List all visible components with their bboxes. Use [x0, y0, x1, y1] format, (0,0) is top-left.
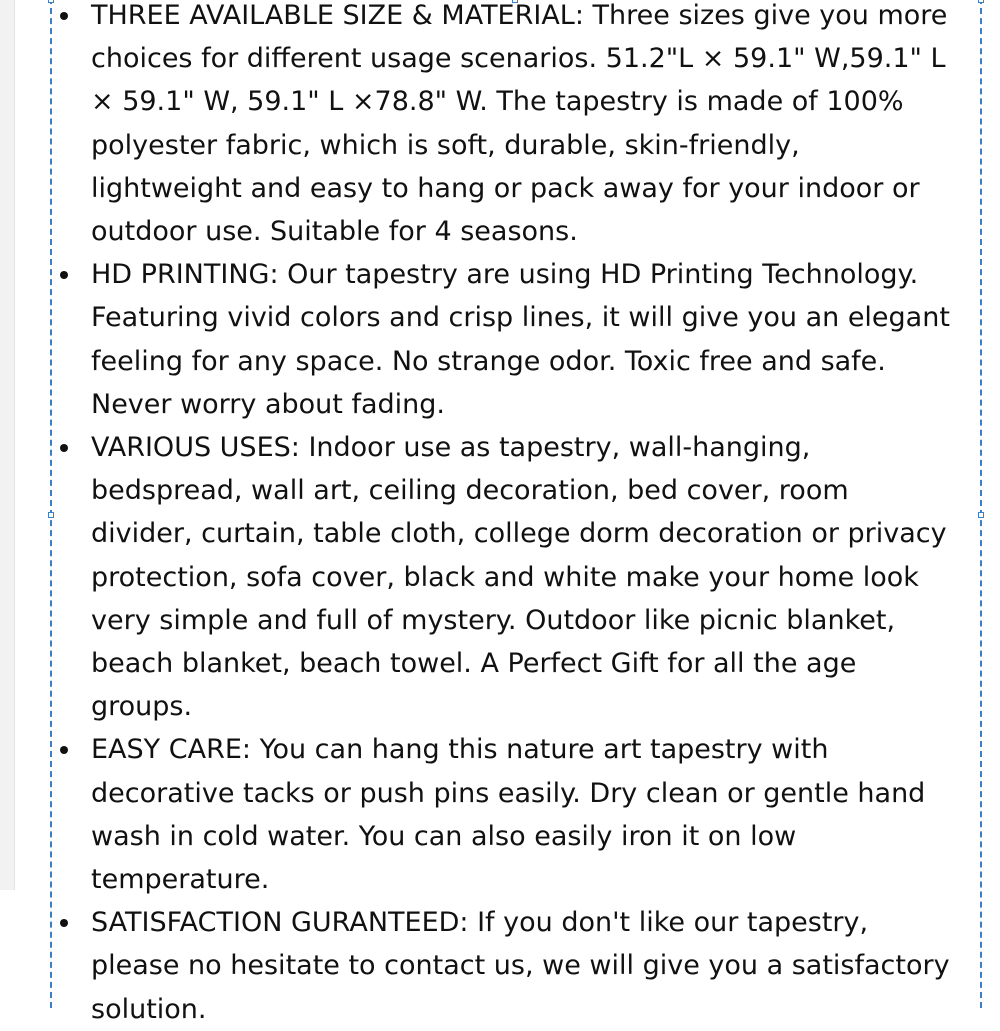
bullet-icon	[60, 746, 68, 754]
list-item	[58, 0, 958, 253]
list-item	[58, 253, 958, 426]
bullet-text: EASY CARE: You can hang this nature art tapestry with decorative tacks or push pins easily. Dry clean or gentle hand wash in cold water. You can also easily iron it on low temperature.	[91, 734, 926, 896]
list-item	[58, 901, 958, 1031]
resize-handle-top-right[interactable]	[978, 0, 984, 3]
resize-handle-top-left[interactable]	[48, 0, 54, 3]
list-item	[58, 426, 958, 728]
bullet-text: THREE AVAILABLE SIZE & MATERIAL: Three sizes give you more choices for different usage scenarios. 51.2"L × 59.1" W,59.1" L × 59.1" W, 59.1" L ×78.8" W. The tapestry is made of 100% polyester fabric, which is soft, durable, skin-friendly, lightweight and easy to hang or pack away for your indoor or outdoor use. Suitable for 4 seasons.	[91, 0, 948, 248]
bullet-icon	[60, 919, 68, 927]
list-item	[58, 728, 958, 901]
left-panel-edge	[0, 0, 15, 890]
bullet-icon	[60, 444, 68, 452]
resize-handle-right[interactable]	[978, 512, 984, 518]
bullet-text: VARIOUS USES: Indoor use as tapestry, wall-hanging, bedspread, wall art, ceiling decoration, bed cover, room divider, curtain, table cloth, college dorm decoration or privacy protection, sofa cover, black and white make your home look very simple and full of mystery. Outdoor like picnic blanket, beach blanket, beach towel. A Perfect Gift for all the age groups.	[91, 432, 947, 723]
bullet-text: SATISFACTION GURANTEED: If you don't like our tapestry, please no hesitate to contact us, we will give you a satisfactory solution.	[91, 907, 950, 1025]
bullet-icon	[60, 12, 68, 20]
resize-handle-left[interactable]	[48, 512, 54, 518]
bullet-icon	[60, 271, 68, 279]
bullet-text: HD PRINTING: Our tapestry are using HD Printing Technology. Featuring vivid colors and crisp lines, it will give you an elegant feeling for any space. No strange odor. Toxic free and safe. Never worry about fading.	[91, 259, 950, 420]
feature-bullet-list	[58, 0, 958, 1031]
